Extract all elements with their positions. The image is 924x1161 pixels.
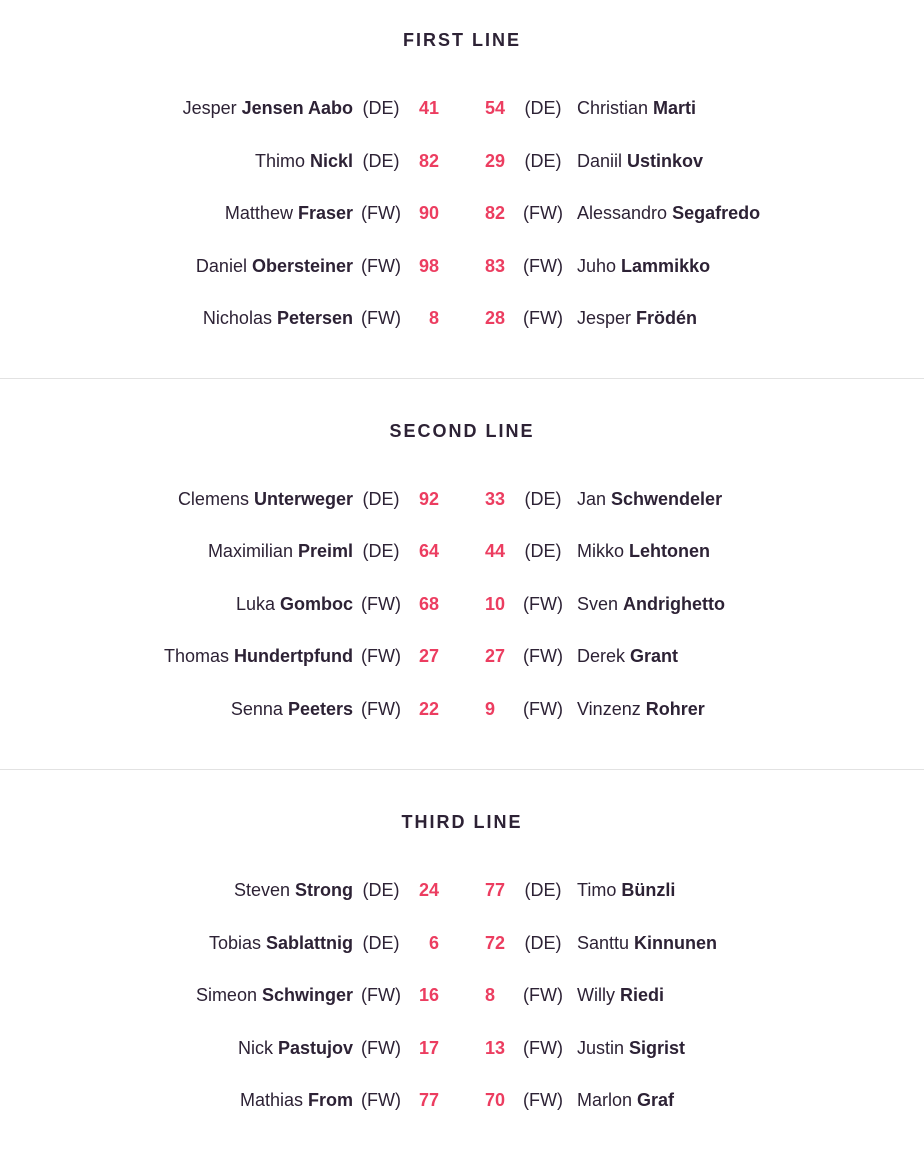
away-player-first-name: Timo — [577, 880, 617, 901]
home-player-name[interactable] — [0, 593, 357, 615]
away-player-last-name: Riedi — [620, 985, 665, 1006]
away-player-name[interactable] — [567, 150, 924, 172]
center-gap — [439, 578, 485, 631]
home-player-number: 82 — [418, 150, 439, 171]
home-player-number: 8 — [428, 308, 439, 329]
away-player-last-name: Segafredo — [672, 203, 761, 224]
home-player-number: 92 — [418, 488, 439, 509]
home-player-last-name: Unterweger — [253, 488, 353, 509]
away-player-last-name: Kinnunen — [634, 932, 718, 953]
away-player-number: 29 — [485, 150, 506, 171]
away-player-last-name: Marti — [653, 98, 697, 119]
away-player-first-name: Mikko — [577, 541, 625, 562]
away-player-first-name: Derek — [577, 646, 626, 667]
away-player-number: 13 — [485, 1037, 506, 1058]
home-player-name[interactable] — [0, 488, 357, 510]
away-player-number: 54 — [485, 98, 506, 119]
away-player-last-name: Schwendeler — [611, 488, 723, 509]
home-player-name[interactable] — [0, 1089, 357, 1111]
away-player-position: (DE) — [524, 932, 562, 953]
away-player-position: (DE) — [524, 98, 562, 119]
center-gap — [439, 1022, 485, 1075]
away-player-name[interactable] — [567, 984, 924, 1006]
home-player-position: (DE) — [362, 932, 400, 953]
away-player-position: (FW) — [523, 308, 563, 329]
home-player-last-name: Schwinger — [261, 985, 353, 1006]
away-player-last-name: Rohrer — [645, 698, 705, 719]
home-player-name[interactable] — [0, 97, 357, 119]
home-player-first-name: Clemens — [177, 488, 249, 509]
away-player-last-name: Sigrist — [629, 1037, 686, 1058]
home-player-first-name: Steven — [233, 880, 290, 901]
away-player-first-name: Vinzenz — [577, 698, 641, 719]
line-row — [0, 1022, 924, 1075]
home-player-last-name: Pastujov — [277, 1037, 353, 1058]
away-player-first-name: Willy — [577, 985, 615, 1006]
center-gap — [439, 82, 485, 135]
line-title: THIRD LINE — [401, 812, 523, 832]
home-player-position: (DE) — [362, 488, 400, 509]
home-player-last-name: Fraser — [297, 203, 353, 224]
away-player-first-name: Justin — [577, 1037, 625, 1058]
away-player-first-name: Jesper — [577, 308, 632, 329]
home-player-name[interactable] — [0, 698, 357, 720]
line-row — [0, 82, 924, 135]
home-player-last-name: Obersteiner — [251, 255, 353, 276]
center-gap — [439, 292, 485, 345]
away-player-number: 77 — [485, 880, 506, 901]
line-row — [0, 525, 924, 578]
home-player-last-name: Peeters — [287, 698, 353, 719]
home-player-first-name: Nicholas — [202, 308, 272, 329]
center-gap — [439, 917, 485, 970]
home-player-name[interactable] — [0, 1037, 357, 1059]
home-player-last-name: Sablattnig — [265, 932, 353, 953]
home-player-first-name: Simeon — [195, 985, 257, 1006]
home-player-first-name: Luka — [235, 593, 275, 614]
center-gap — [439, 683, 485, 736]
home-player-first-name: Mathias — [239, 1090, 303, 1111]
home-player-position: (FW) — [361, 1037, 401, 1058]
home-player-position: (DE) — [362, 150, 400, 171]
home-player-position: (DE) — [362, 98, 400, 119]
home-player-number: 17 — [418, 1037, 439, 1058]
home-player-name[interactable] — [0, 984, 357, 1006]
center-gap — [439, 473, 485, 526]
home-player-name[interactable] — [0, 540, 357, 562]
line-row — [0, 864, 924, 917]
home-player-position: (FW) — [361, 308, 401, 329]
line-section — [0, 769, 924, 1161]
home-player-last-name: Preiml — [297, 541, 353, 562]
away-player-last-name: Lammikko — [621, 255, 711, 276]
away-player-position: (FW) — [523, 255, 563, 276]
home-player-position: (DE) — [362, 880, 400, 901]
away-player-name[interactable] — [567, 645, 924, 667]
away-player-first-name: Juho — [577, 255, 617, 276]
away-player-name[interactable] — [567, 698, 924, 720]
away-player-number: 70 — [485, 1090, 506, 1111]
home-player-position: (FW) — [361, 1090, 401, 1111]
center-gap — [439, 187, 485, 240]
home-player-first-name: Nick — [237, 1037, 273, 1058]
away-player-name[interactable] — [567, 879, 924, 901]
home-player-position: (FW) — [361, 203, 401, 224]
away-player-position: (FW) — [523, 985, 563, 1006]
line-section — [0, 0, 924, 378]
home-player-number: 77 — [418, 1090, 439, 1111]
away-player-number: 8 — [485, 985, 496, 1006]
home-player-number: 64 — [418, 541, 439, 562]
home-player-first-name: Daniel — [195, 255, 247, 276]
center-gap — [439, 969, 485, 1022]
away-player-number: 28 — [485, 308, 506, 329]
away-player-position: (FW) — [523, 1037, 563, 1058]
away-player-number: 44 — [485, 541, 506, 562]
home-player-number: 6 — [428, 932, 439, 953]
away-player-position: (FW) — [523, 646, 563, 667]
center-gap — [439, 864, 485, 917]
home-player-last-name: Nickl — [309, 150, 353, 171]
home-player-last-name: Strong — [295, 880, 353, 901]
away-player-name[interactable] — [567, 97, 924, 119]
home-player-number: 68 — [418, 593, 439, 614]
away-player-last-name: Ustinkov — [627, 150, 704, 171]
home-player-number: 24 — [418, 880, 439, 901]
home-player-name[interactable] — [0, 150, 357, 172]
home-player-position: (FW) — [361, 985, 401, 1006]
home-player-name[interactable] — [0, 255, 357, 277]
away-player-last-name: Frödén — [636, 308, 698, 329]
away-player-last-name: Bünzli — [621, 880, 676, 901]
home-player-number: 98 — [418, 255, 439, 276]
home-player-name[interactable] — [0, 202, 357, 224]
home-player-number: 16 — [418, 985, 439, 1006]
line-section — [0, 378, 924, 770]
home-player-last-name: Hundertpfund — [234, 646, 353, 667]
away-player-first-name: Alessandro — [577, 203, 668, 224]
away-player-first-name: Sven — [577, 593, 619, 614]
away-player-first-name: Jan — [577, 488, 607, 509]
line-row — [0, 969, 924, 1022]
home-player-position: (DE) — [362, 541, 400, 562]
away-player-last-name: Graf — [637, 1090, 675, 1111]
center-gap — [439, 1074, 485, 1127]
line-row — [0, 578, 924, 631]
line-row — [0, 187, 924, 240]
away-player-first-name: Daniil — [577, 150, 623, 171]
away-player-number: 72 — [485, 932, 506, 953]
home-player-last-name: Gomboc — [279, 593, 353, 614]
line-row — [0, 473, 924, 526]
line-row — [0, 292, 924, 345]
away-player-name[interactable] — [567, 488, 924, 510]
home-player-number: 90 — [418, 203, 439, 224]
away-player-position: (DE) — [524, 880, 562, 901]
away-player-position: (DE) — [524, 541, 562, 562]
away-player-name[interactable] — [567, 307, 924, 329]
home-player-name[interactable] — [0, 879, 357, 901]
line-row — [0, 630, 924, 683]
line-rows — [0, 82, 924, 345]
home-player-number: 41 — [418, 98, 439, 119]
home-player-position: (FW) — [361, 698, 401, 719]
away-player-number: 10 — [485, 593, 506, 614]
line-rows — [0, 864, 924, 1127]
away-player-number: 83 — [485, 255, 506, 276]
home-player-first-name: Thimo — [254, 150, 305, 171]
home-player-first-name: Jesper — [182, 98, 237, 119]
home-player-name[interactable] — [0, 307, 357, 329]
center-gap — [439, 630, 485, 683]
away-player-name[interactable] — [567, 540, 924, 562]
away-player-name[interactable] — [567, 1089, 924, 1111]
line-row — [0, 135, 924, 188]
away-player-position: (FW) — [523, 203, 563, 224]
home-player-first-name: Matthew — [224, 203, 293, 224]
away-player-first-name: Christian — [577, 98, 649, 119]
away-player-number: 82 — [485, 203, 506, 224]
home-player-name[interactable] — [0, 645, 357, 667]
line-title: SECOND LINE — [389, 420, 535, 441]
away-player-first-name: Marlon — [577, 1090, 633, 1111]
home-player-last-name: Petersen — [276, 308, 353, 329]
home-player-first-name: Tobias — [208, 932, 261, 953]
center-gap — [439, 240, 485, 293]
away-player-name[interactable] — [567, 1037, 924, 1059]
line-title: FIRST LINE — [403, 30, 521, 50]
away-player-name[interactable] — [567, 593, 924, 615]
away-player-first-name: Santtu — [577, 932, 630, 953]
away-player-last-name: Andrighetto — [623, 593, 726, 614]
home-player-first-name: Senna — [230, 698, 283, 719]
away-player-name[interactable] — [567, 255, 924, 277]
home-player-first-name: Maximilian — [207, 541, 293, 562]
away-player-number: 33 — [485, 488, 506, 509]
line-row — [0, 240, 924, 293]
line-row — [0, 917, 924, 970]
home-player-name[interactable] — [0, 932, 357, 954]
home-player-last-name: Jensen Aabo — [241, 98, 353, 119]
away-player-name[interactable] — [567, 202, 924, 224]
center-gap — [439, 525, 485, 578]
line-row — [0, 683, 924, 736]
home-player-first-name: Thomas — [164, 646, 230, 667]
home-player-number: 22 — [418, 698, 439, 719]
home-player-position: (FW) — [361, 646, 401, 667]
center-gap — [439, 135, 485, 188]
home-player-position: (FW) — [361, 255, 401, 276]
away-player-position: (DE) — [524, 488, 562, 509]
away-player-name[interactable] — [567, 932, 924, 954]
line-rows — [0, 473, 924, 736]
away-player-position: (DE) — [524, 150, 562, 171]
away-player-last-name: Lehtonen — [629, 541, 711, 562]
away-player-position: (FW) — [523, 1090, 563, 1111]
home-player-number: 27 — [418, 646, 439, 667]
away-player-last-name: Grant — [630, 646, 679, 667]
home-player-last-name: From — [308, 1090, 353, 1111]
away-player-number: 27 — [485, 646, 506, 667]
home-player-position: (FW) — [361, 593, 401, 614]
away-player-position: (FW) — [523, 698, 563, 719]
line-row — [0, 1074, 924, 1127]
away-player-number: 9 — [485, 698, 496, 719]
away-player-position: (FW) — [523, 593, 563, 614]
